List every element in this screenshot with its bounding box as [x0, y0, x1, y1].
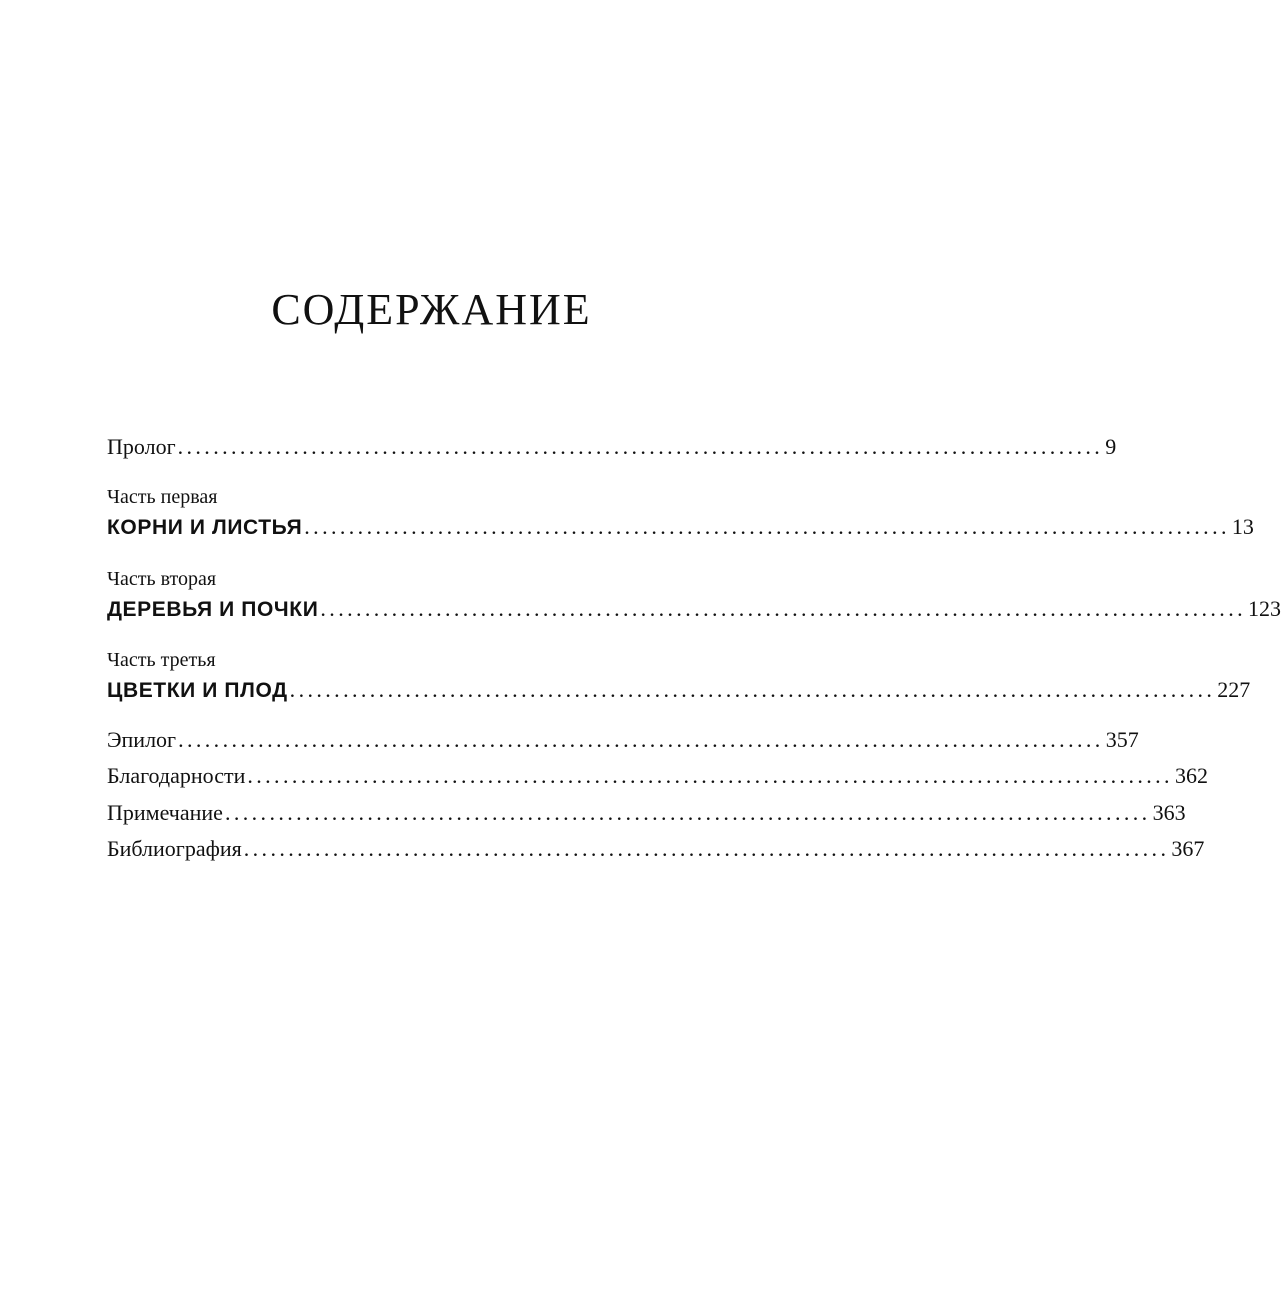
toc-entry-epilogue[interactable]: [107, 725, 1139, 755]
toc-entry-prologue[interactable]: [107, 432, 1117, 462]
toc-entry-part-three[interactable]: [107, 675, 1251, 705]
dot-leader: ........................................................................................................: [320, 596, 1247, 621]
toc-entry-label: КОРНИ И ЛИСТЬЯ: [107, 516, 303, 539]
toc-entry-label: Примечание: [107, 800, 223, 825]
dot-leader: ........................................................................................................: [178, 727, 1104, 752]
toc-entry-thanks[interactable]: [107, 761, 1208, 791]
toc-page-number: 363: [1152, 800, 1186, 825]
dot-leader: ........................................................................................................: [289, 677, 1216, 702]
toc-entry-part-two[interactable]: [107, 594, 1281, 624]
dot-leader: ........................................................................................................: [243, 836, 1170, 861]
toc-entry-notes[interactable]: [107, 798, 1186, 828]
page-title: СОДЕРЖАНИЕ: [271, 285, 592, 334]
part-caption-first: Часть первая: [107, 486, 218, 508]
dot-leader: ........................................................................................................: [247, 763, 1173, 788]
part-caption-third: Часть третья: [107, 649, 216, 671]
part-caption-second: Часть вторая: [107, 568, 217, 590]
dot-leader: ........................................................................................................: [304, 514, 1230, 539]
dot-leader: ........................................................................................................: [224, 800, 1151, 825]
toc-page-number: 13: [1231, 514, 1254, 539]
dot-leader: ........................................................................................................: [177, 434, 1104, 459]
toc-entry-label: Благодарности: [107, 763, 246, 788]
toc-entry-label: Пролог: [107, 434, 176, 459]
toc-entry-label: Библиография: [107, 836, 242, 861]
toc-entry-label: ДЕРЕВЬЯ И ПОЧКИ: [107, 598, 319, 621]
toc-page-number: 9: [1105, 434, 1117, 459]
toc-entry-label: ЦВЕТКИ И ПЛОД: [107, 679, 288, 702]
toc-page-number: 123: [1248, 596, 1281, 621]
toc-entry-label: Эпилог: [107, 727, 177, 752]
toc-page-number: 362: [1174, 763, 1208, 788]
toc-entry-bibliography[interactable]: [107, 834, 1205, 864]
toc-page-number: 357: [1105, 727, 1139, 752]
toc-page-number: 367: [1171, 836, 1205, 861]
toc-page-number: 227: [1217, 677, 1251, 702]
toc-entry-part-one[interactable]: [107, 512, 1254, 542]
